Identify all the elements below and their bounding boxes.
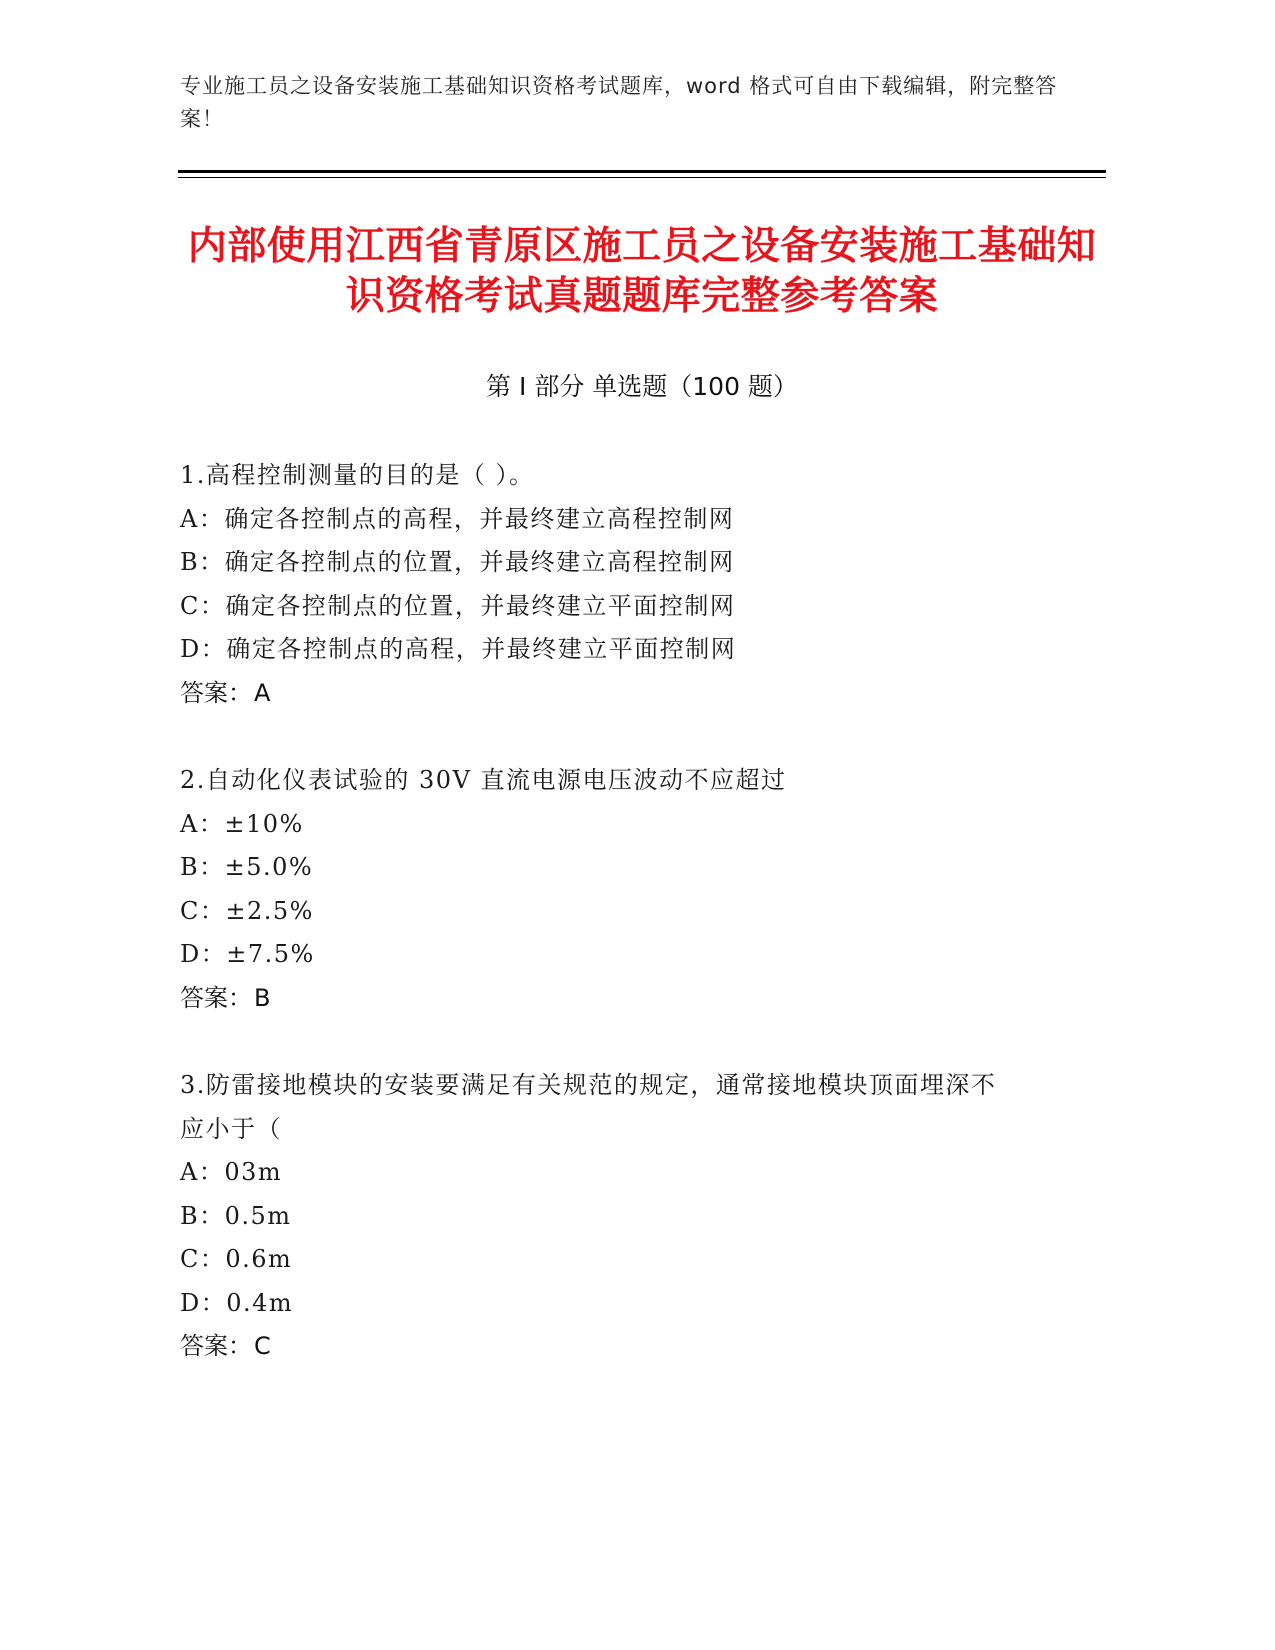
option-a: A：03m (180, 1158, 283, 1186)
option-d: D：确定各控制点的高程，并最终建立平面控制网 (180, 635, 737, 663)
option-d: D：±7.5% (180, 940, 315, 968)
option-c: C：确定各控制点的位置，并最终建立平面控制网 (180, 591, 736, 620)
answer-label: 答案： (180, 983, 252, 1012)
answer-label: 答案： (180, 1332, 252, 1360)
question-2 (180, 759, 1060, 1020)
option-c: C：0.6m (180, 1245, 293, 1273)
question-stem: 2.自动化仪表试验的 30V 直流电源电压波动不应超过 (180, 766, 787, 794)
question-stem: 1.高程控制测量的目的是（ ）。 (180, 461, 535, 489)
option-a: A：确定各控制点的高程，并最终建立高程控制网 (180, 504, 735, 533)
option-c: C：±2.5% (180, 896, 314, 925)
question-list (180, 454, 1060, 1413)
answer-line (180, 977, 1060, 1021)
question-1 (180, 454, 1060, 715)
option-b: B：0.5m (180, 1201, 292, 1230)
answer-value: A (254, 678, 271, 707)
document-title: 内部使用江西省青原区施工员之设备安装施工基础知识资格考试真题题库完整参考答案 (187, 224, 1097, 319)
header-note: 专业施工员之设备安装施工基础知识资格考试题库，word 格式可自由下载编辑，附完整答案！ (180, 74, 1058, 131)
section-heading: 第 I 部分 单选题（100 题） (486, 372, 798, 401)
option-d: D：0.4m (180, 1288, 294, 1317)
answer-label: 答案： (180, 678, 252, 707)
answer-line (180, 672, 1060, 716)
answer-line (180, 1325, 1060, 1369)
option-b: B：±5.0% (180, 853, 314, 881)
answer-value: B (254, 983, 271, 1012)
answer-value: C (254, 1332, 271, 1360)
header-divider-thin (178, 177, 1106, 178)
option-a: A：±10% (180, 809, 304, 838)
question-stem: 3.防雷接地模块的安装要满足有关规范的规定，通常接地模块顶面埋深不应小于（ (180, 1071, 997, 1143)
option-b: B：确定各控制点的位置，并最终建立高程控制网 (180, 548, 735, 576)
question-3 (180, 1064, 1060, 1369)
header-divider-thick (178, 170, 1106, 173)
